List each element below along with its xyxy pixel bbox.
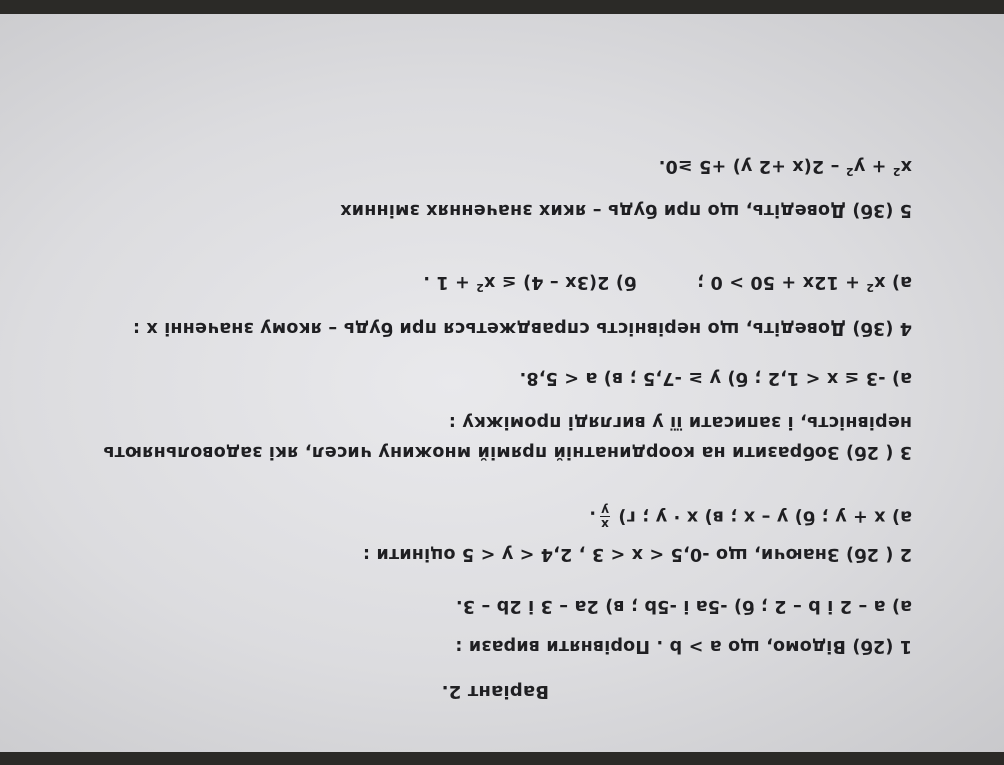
task5-expr-rest: – 2(x +2 y) +5 ≥0. bbox=[658, 156, 846, 176]
task4-item-b-base: б) 2(3x – 4) ≤ x bbox=[483, 272, 637, 292]
task4-items bbox=[423, 272, 912, 294]
task4-item-b-exponent: 2 bbox=[476, 281, 484, 294]
fraction-numerator: x bbox=[600, 517, 609, 531]
task2-items-text: а) x + y ; б) y – x ; в) x · y ; г) bbox=[618, 506, 912, 527]
fraction-denominator: y bbox=[600, 503, 609, 517]
task4-statement: 4 (3б) Доведіть, що нерівність справджеться при будь – якому значенні x : bbox=[132, 318, 912, 338]
task4-item-a-exponent: 2 bbox=[866, 281, 874, 294]
task4-item-a-base: а) x bbox=[874, 272, 912, 292]
task5-expression bbox=[659, 156, 912, 178]
task1-items: а) a – 2 і b – 2 ; б) -5a і -5b ; в) 2a – 3 і 2b – 3. bbox=[455, 596, 912, 616]
task2-statement: 2 ( 2б) Знаючи, що -0,5 < x < 3 , 2,4 < y < 5 оцінити : bbox=[362, 544, 912, 564]
task3-statement-line1: 3 ( 2б) Зобразити на координатній прямій множину чисел, які задовольняють bbox=[103, 442, 912, 462]
task4-item-a bbox=[697, 272, 912, 292]
variant-title: Варіант 2. bbox=[441, 681, 549, 702]
task3-statement-line2: нерівність, і записати її у вигляді проміжку : bbox=[448, 412, 912, 432]
task4-item-b bbox=[423, 272, 636, 292]
x-over-y-fraction bbox=[600, 503, 610, 530]
task2-items bbox=[589, 503, 912, 530]
task3-items: а) -3 ≤ x < 1,2 ; б) y ≥ -7,5 ; в) a < 5,8. bbox=[519, 368, 912, 388]
task5-expr-y: + y bbox=[853, 156, 893, 176]
task4-item-a-rest: + 12x + 50 > 0 ; bbox=[696, 272, 867, 292]
task5-expr-x: x bbox=[900, 156, 912, 176]
task5-expr-exponent-2: 2 bbox=[845, 165, 854, 178]
task4-item-b-rest: + 1 . bbox=[423, 272, 477, 292]
worksheet-page bbox=[0, 14, 1004, 752]
task5-statement: 5 (3б) Доведіть, що при будь – яких значеннях змінних bbox=[340, 200, 912, 220]
task2-items-end: . bbox=[589, 506, 596, 527]
task1-statement: 1 (2б) Відомо, що a > b . Порівняти вирази : bbox=[455, 636, 912, 656]
task5-expr-exponent-1: 2 bbox=[892, 165, 901, 178]
